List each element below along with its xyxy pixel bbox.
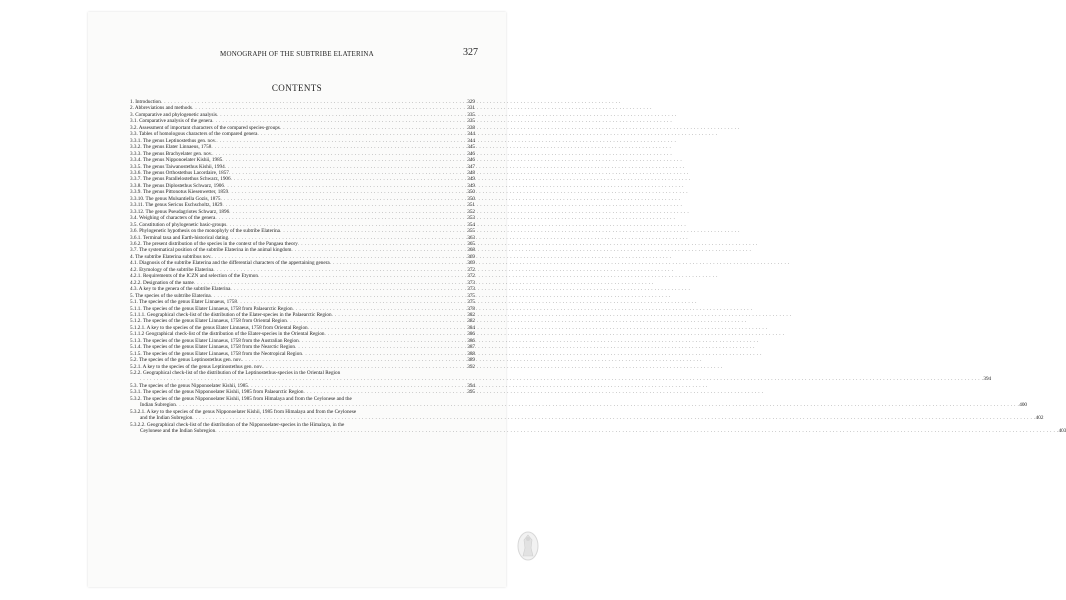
toc-entry-title: 5.1.1.2 Geographical check-list of the distribution of the Elater-species in the Oriental Region — [130, 331, 325, 338]
toc-entry-page: 331 — [467, 105, 475, 112]
toc-entry-title: 3.3.7. The genus Parallelostethus Schwarz, 1906 — [130, 176, 231, 183]
toc-entry-page: 352 — [467, 208, 475, 215]
table-of-contents — [130, 99, 1066, 435]
toc-entry-title: 5.1.1.1. Geographical check-list of the distribution of the Elater-species in the Palaearctic Region — [130, 311, 332, 318]
toc-entry-page: 373 — [467, 286, 475, 293]
toc-entry-title: 3.6. Phylogenetic hypothesis on the monophyly of the subtribe Elaterina — [130, 228, 280, 235]
toc-entry-page: 363 — [467, 234, 475, 241]
toc-entry-page: 346 — [467, 150, 475, 157]
toc-entry-page: 347 — [467, 163, 475, 170]
toc-entry-page: 369 — [467, 253, 475, 260]
toc-entry-page: 365 — [467, 240, 475, 247]
toc-entry-page: 344 — [467, 137, 475, 144]
toc-entry-title: 4.3. A key to the genera of the subtribe Elaterina — [130, 286, 231, 293]
dot-leader — [215, 428, 1058, 434]
toc-entry-title: 3.5. Constitution of phylogenetic basic-groups — [130, 221, 227, 228]
toc-entry-title: 1. Introduction — [130, 99, 161, 105]
toc-entry-page: 384 — [467, 324, 475, 331]
toc-entry-page: 350 — [467, 189, 475, 196]
toc-entry-page: 375 — [467, 292, 475, 299]
toc-entry-title: 3.3.5. The genus Taiwanostethus Kishii, 1994 — [130, 163, 225, 170]
toc-entry-page: 349 — [467, 176, 475, 183]
toc-entry-title: 3.2. Assessment of important characters of the compared species-groups — [130, 124, 280, 131]
toc-entry-page: 372 — [467, 273, 475, 280]
toc-entry-title: 3.3.12. The genus Pseudagriotes Schwarz, 1896 — [130, 208, 230, 215]
toc-entry-title: 4.2.2. Designation of the name — [130, 279, 194, 286]
toc-entry-page: 349 — [467, 182, 475, 189]
toc-entry-page: 382 — [467, 311, 475, 318]
library-seal-icon — [516, 530, 540, 562]
toc-entry-title: 3.3.11. The genus Sericus Eschscholtz, 1829 — [130, 202, 223, 209]
toc-entry-title: 5.3.2.2. Geographical check-list of the distribution of the Nipponoelater-species in the Himalaya, in the — [130, 421, 345, 428]
toc-entry-title: 3.3.2. The genus Elater Linnaeus, 1758 — [130, 144, 212, 151]
toc-entry-title-continued: Ceylonese and the Indian Subregion — [140, 428, 216, 435]
document-page — [88, 12, 1066, 587]
toc-entry-page: 345 — [467, 144, 475, 151]
toc-entry — [130, 370, 992, 383]
toc-entry-title: 3.3.8. The genus Diplostethus Schwarz, 1906 — [130, 182, 224, 189]
toc-entry-page: 372 — [467, 266, 475, 273]
toc-entry-title-continued: and the Indian Subregion — [140, 415, 193, 422]
page-number: 327 — [463, 47, 478, 58]
toc-entry-title: 3.7. The systematical position of the subtribe Elaterina in the animal kingdom — [130, 247, 292, 254]
toc-entry-title: 5.1.3. The species of the genus Elater Linnaeus, 1758 from the Australian Region — [130, 337, 299, 344]
toc-entry-title: 3.3.1. The genus Leptinostethus gen. nov. — [130, 137, 217, 144]
toc-entry-title: 4.2. Etymology of the subtribe Elaterina — [130, 266, 214, 273]
toc-entry-page: 386 — [467, 331, 475, 338]
toc-entry-title: 3.3.9. The genus Pittonotus Kiesenwetter, 1859 — [130, 189, 229, 196]
toc-entry-page: 335 — [467, 111, 475, 118]
toc-entry-page: 395 — [467, 389, 475, 396]
toc-entry-page: 400 — [1019, 402, 1028, 409]
toc-entry-title: 5.1.2. The species of the genus Elater Linnaeus, 1758 from Oriental Region — [130, 318, 287, 325]
toc-entry-title: 3.6.1. Terminal taxa and Earth-historical dating — [130, 234, 229, 241]
toc-entry-page: 338 — [467, 124, 475, 131]
toc-entry-title: 3.1. Comparative analysis of the genera — [130, 118, 213, 125]
toc-entry-title: 2. Abbreviations and methods — [130, 105, 192, 112]
toc-entry-page: 389 — [467, 357, 475, 364]
toc-entry-title: 5.1.1. The species of the genus Elater Linnaeus, 1758 from Palaearctic Region — [130, 305, 293, 312]
toc-entry-page: 368 — [467, 247, 475, 254]
toc-entry-page: 394 — [467, 382, 475, 389]
toc-entry-title: 5.2. The species of the genus Leptinostethus gen. nov. — [130, 357, 242, 364]
toc-entry-title: 5.1. The species of the genus Elater Linnaeus, 1758 — [130, 299, 237, 306]
toc-entry-page: 353 — [467, 215, 475, 222]
toc-entry-page: 344 — [467, 131, 475, 138]
toc-entry-title: 5.1.2.1. A key to the species of the genus Elater Linnaeus, 1758 from Oriental Region — [130, 324, 308, 331]
toc-entry-title: 5.3.2.1. A key to the species of the genus Nipponoelater Kishii, 1985 from Himalaya and from the Ceylonese — [130, 408, 357, 415]
toc-entry-page: 378 — [467, 305, 475, 312]
toc-entry — [130, 421, 1066, 435]
toc-entry-title: 4.1. Diagnosis of the subtribe Elaterina and the differential characters of the appertaining genera — [130, 260, 330, 267]
toc-entry-title: 3.3.10. The genus Mulsantiella Gozis, 1875 — [130, 195, 221, 202]
toc-entry-title: 5.3.2. The species of the genus Nipponoelater Kishii, 1985 from Himalaya and from the Ceylonese and the — [130, 395, 352, 402]
toc-entry-title: 4.2.1. Requirements of the ICZN and selection of the Etymon — [130, 273, 258, 280]
contents-title: CONTENTS — [271, 83, 323, 93]
running-head: MONOGRAPH OF THE SUBTRIBE ELATERINA — [220, 50, 374, 58]
toc-entry-page: 373 — [467, 279, 475, 286]
toc-entry-page: 402 — [1035, 415, 1044, 422]
toc-entry-page: 388 — [467, 350, 475, 357]
toc-entry-page: 375 — [467, 299, 475, 306]
toc-entry-page: 355 — [467, 228, 475, 235]
toc-entry — [130, 408, 1044, 422]
toc-entry-title: 3.3.3. The genus Brachyelater gen. nov. — [130, 150, 213, 157]
toc-entry-title: 3.3.4. The genus Nipponoelater Kishii, 1985 — [130, 157, 223, 164]
toc-entry-title: 5.2.1. A key to the species of the genus Leptinostethus gen. nov. — [130, 363, 263, 370]
toc-entry-page: 403 — [1058, 428, 1066, 435]
toc-entry-title-continued: Indian Subregion — [140, 402, 176, 409]
toc-entry-title: 3.3. Tables of homologous characters of the compared genera — [130, 131, 258, 138]
toc-entry — [130, 395, 1028, 409]
toc-entry-page: 335 — [467, 118, 475, 125]
toc-entry-page: 329 — [467, 99, 475, 105]
toc-entry-title: 3. Comparative and phylogenetic analysis — [130, 111, 217, 118]
toc-entry-page: 392 — [467, 363, 475, 370]
toc-entry-page: 382 — [467, 318, 475, 325]
toc-entry-page: 387 — [467, 344, 475, 351]
toc-entry-title: 5.3.1. The species of the genus Nipponoelater Kishii, 1985 from Palaearctic Region — [130, 389, 304, 396]
toc-entry-title: 5.1.4. The species of the genus Elater Linnaeus, 1758 from the Nearctic Region — [130, 344, 295, 351]
toc-entry-title: 4. The subtribe Elaterina subtribus nov. — [130, 253, 212, 260]
toc-entry-page: 394 — [983, 376, 992, 383]
toc-entry-page: 351 — [467, 202, 475, 209]
toc-entry-title: 5.3. The species of the genus Nipponoelater Kishii, 1985 — [130, 382, 248, 389]
toc-entry-page: 386 — [467, 337, 475, 344]
toc-entry-page: 350 — [467, 195, 475, 202]
toc-entry-title: 3.4. Weighing of characters of the genera — [130, 215, 216, 222]
toc-entry-title: 5.2.2. Geographical check-list of the distribution of the Leptinostethus-species in the Oriental Region — [130, 370, 341, 377]
toc-entry-page: 369 — [467, 260, 475, 267]
toc-entry-title: 5. The species of the subtribe Elaterina — [130, 292, 211, 299]
toc-entry-page: 346 — [467, 157, 475, 164]
toc-entry-page: 354 — [467, 221, 475, 228]
toc-entry-title: 5.1.5. The species of the genus Elater Linnaeus, 1758 from the Neotropical Region — [130, 350, 302, 357]
toc-entry-title: 3.3.6. The genus Orthostethus Lacordaire, 1857 — [130, 169, 229, 176]
toc-entry-page: 348 — [467, 169, 475, 176]
toc-entry-title: 3.6.2. The present distribution of the species in the context of the Pangaea theory — [130, 240, 298, 247]
